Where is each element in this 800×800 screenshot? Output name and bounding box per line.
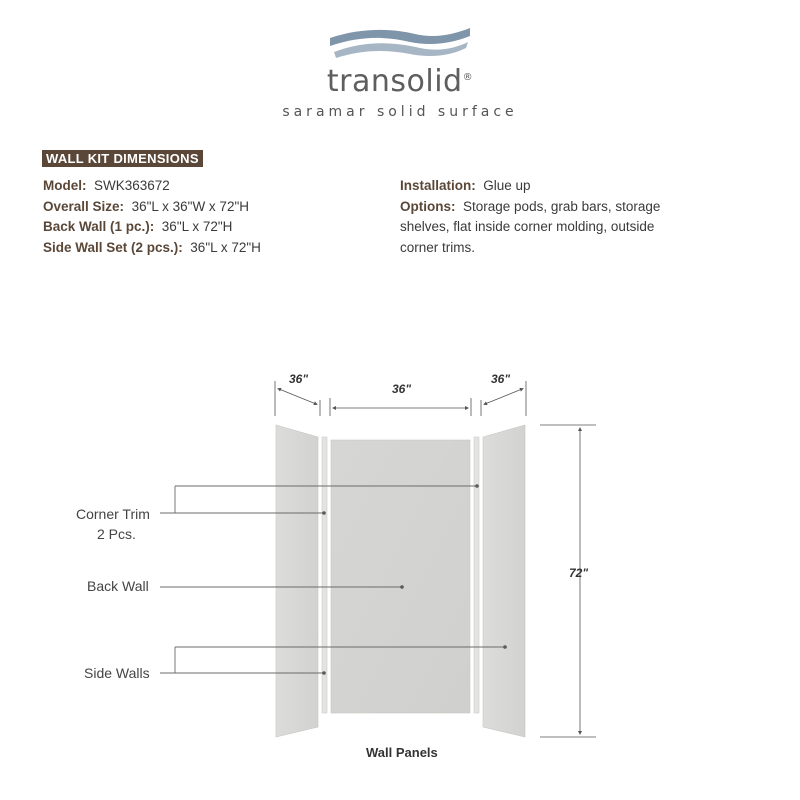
spec-options-line2: shelves, flat inside corner molding, outside <box>400 219 655 235</box>
dim-right-label: 36" <box>491 372 511 386</box>
spec-overall-size: Overall Size: 36"L x 36"W x 72"H <box>43 198 249 214</box>
callout-back-wall: Back Wall <box>87 578 149 594</box>
callout-corner-trim-count: 2 Pcs. <box>97 526 136 542</box>
spec-model: Model: SWK363672 <box>43 178 170 193</box>
dim-center-label: 36" <box>392 382 412 396</box>
callout-side-walls: Side Walls <box>84 665 150 681</box>
brand-name: transolid <box>326 64 463 99</box>
callout-corner-trim: Corner Trim <box>76 506 150 522</box>
left-side-wall-panel <box>276 425 318 737</box>
registered-mark: ® <box>462 72 474 83</box>
spec-back-wall: Back Wall (1 pc.): 36"L x 72"H <box>43 219 233 235</box>
spec-options: Options: Storage pods, grab bars, storage <box>400 198 661 214</box>
spec-options-line3: corner trims. <box>400 239 476 255</box>
dim-height-label: 72" <box>569 566 589 580</box>
right-side-wall-panel <box>483 425 525 737</box>
dim-left-label: 36" <box>289 372 309 386</box>
back-wall-panel <box>331 440 470 713</box>
diagram-caption: Wall Panels <box>366 745 438 760</box>
section-title: WALL KIT DIMENSIONS <box>42 150 203 167</box>
spec-installation: Installation: Glue up <box>400 178 531 193</box>
right-corner-trim <box>474 437 479 713</box>
spec-side-wall-set: Side Wall Set (2 pcs.): 36"L x 72"H <box>43 239 261 255</box>
brand-tagline: saramar solid surface <box>282 104 518 120</box>
